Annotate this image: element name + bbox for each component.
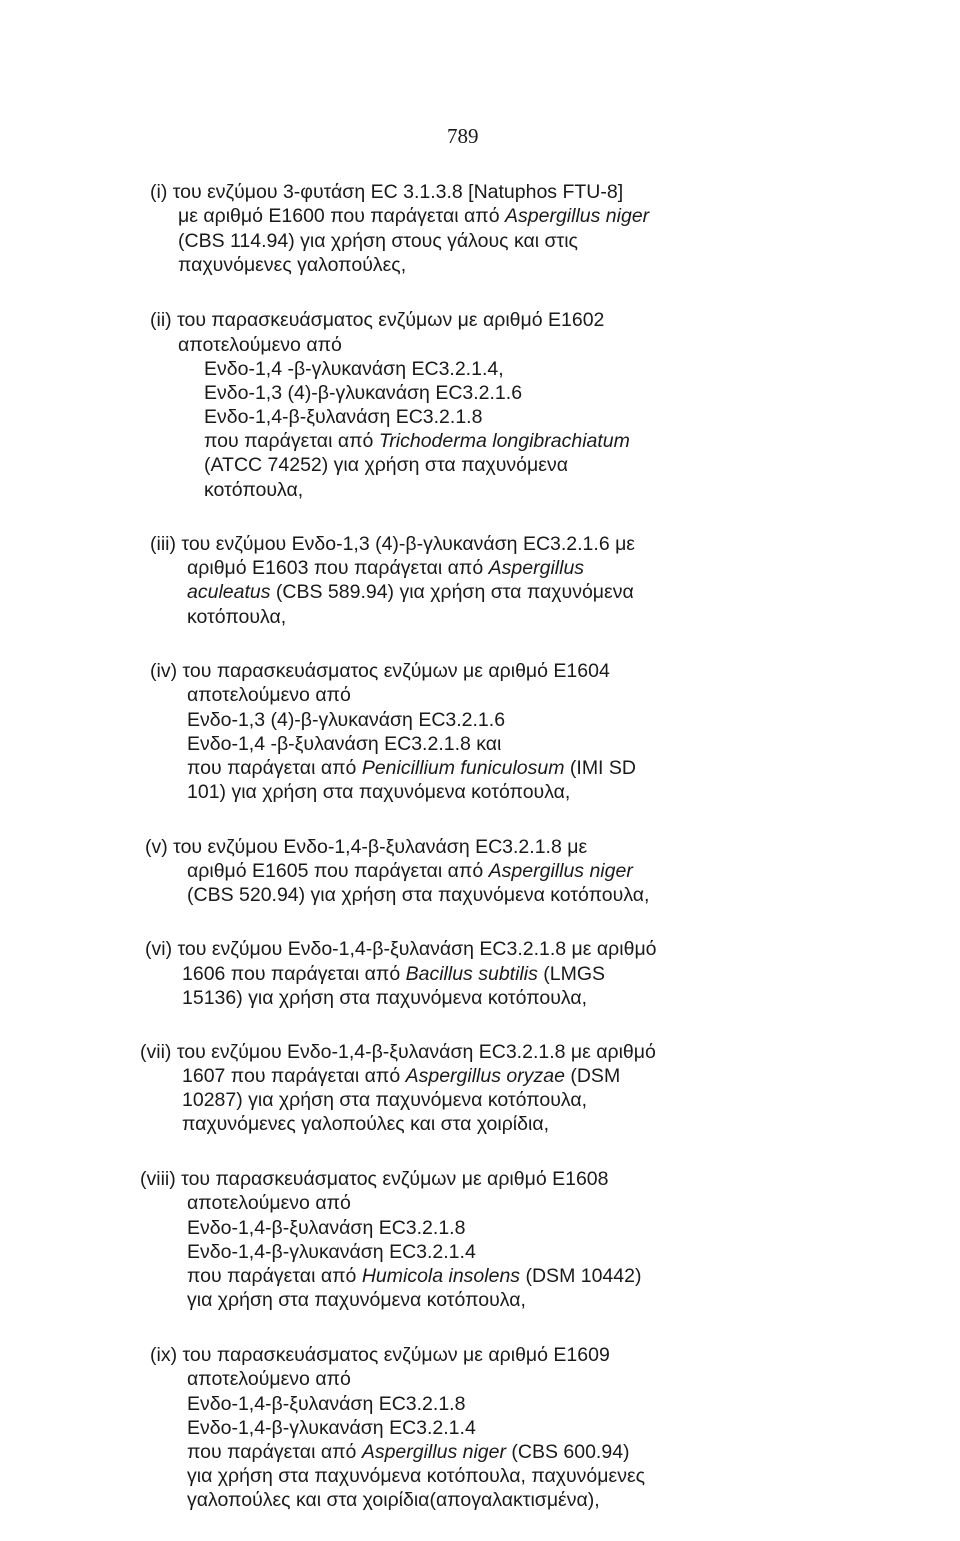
text-line — [178, 333, 342, 357]
text-line — [204, 429, 630, 453]
text-line — [204, 381, 522, 405]
text-run: (viii) του παρασκευάσματος ενζύμων με αριθμό E1608 — [140, 1168, 609, 1190]
text-line — [150, 308, 604, 332]
text-run: παχυνόμενες γαλοπούλες και στα χοιρίδια, — [182, 1113, 550, 1135]
text-run: (IMI SD — [564, 757, 636, 779]
text-run: 10287) για χρήση στα παχυνόμενα κοτόπουλα, — [182, 1089, 588, 1111]
text-line — [182, 1064, 620, 1088]
italic-species-name: Aspergillus oryzae — [405, 1065, 565, 1087]
text-run: Ενδο-1,4 -β-γλυκανάση EC3.2.1.4, — [204, 358, 504, 380]
text-line — [187, 1288, 526, 1312]
text-run: κοτόπουλα, — [204, 479, 304, 501]
text-run: (iii) του ενζύμου Ενδο-1,3 (4)-β-γλυκανάση EC3.2.1.6 με — [150, 533, 636, 555]
text-run: 1606 που παράγεται από — [182, 963, 406, 985]
text-line — [187, 859, 633, 883]
text-run: αποτελούμενο από — [178, 334, 342, 356]
text-run: για χρήση στα παχυνόμενα κοτόπουλα, — [187, 1289, 526, 1311]
text-line — [204, 357, 504, 381]
text-line — [187, 1464, 645, 1488]
italic-species-name: Penicillium funiculosum — [361, 757, 565, 779]
text-run: που παράγεται από — [187, 757, 362, 779]
text-line — [150, 532, 635, 556]
text-line — [187, 1416, 476, 1440]
text-line — [187, 780, 570, 804]
text-run: που παράγεται από — [187, 1265, 362, 1287]
italic-species-name: aculeatus — [187, 581, 271, 603]
text-run: (LMGS — [537, 963, 606, 985]
text-line — [178, 229, 578, 253]
text-line — [182, 962, 605, 986]
text-run: γαλοπούλες και στα χοιρίδια(απογαλακτισμένα), — [187, 1489, 600, 1511]
text-run: που παράγεται από — [187, 1441, 362, 1463]
text-run: Ενδο-1,4-β-γλυκανάση EC3.2.1.4 — [187, 1417, 476, 1439]
text-line — [150, 1343, 610, 1367]
text-run: (DSM — [564, 1065, 621, 1087]
text-line — [150, 180, 623, 204]
text-run: με αριθμό E1600 που παράγεται από — [178, 205, 505, 227]
text-line — [187, 1191, 351, 1215]
text-run: (vii) του ενζύμου Ενδο-1,4-β-ξυλανάση EC3.2.1.8 με αριθμό — [140, 1041, 656, 1063]
text-run: Ενδο-1,4-β-ξυλανάση EC3.2.1.8 — [187, 1217, 466, 1239]
text-run: 101) για χρήση στα παχυνόμενα κοτόπουλα, — [187, 781, 571, 803]
text-line — [178, 204, 649, 228]
text-line — [187, 556, 584, 580]
text-line — [187, 708, 505, 732]
text-run: 15136) για χρήση στα παχυνόμενα κοτόπουλα, — [182, 987, 588, 1009]
text-line — [187, 756, 636, 780]
text-line — [187, 1440, 630, 1464]
text-run: Ενδο-1,3 (4)-β-γλυκανάση EC3.2.1.6 — [204, 382, 523, 404]
text-run: (vi) του ενζύμου Ενδο-1,4-β-ξυλανάση EC3.2.1.8 με αριθμό — [145, 938, 657, 960]
text-line — [204, 453, 568, 477]
text-line — [187, 683, 351, 707]
text-line — [187, 1264, 641, 1288]
text-line — [140, 1167, 608, 1191]
text-run: 1607 που παράγεται από — [182, 1065, 406, 1087]
text-run: (i) του ενζύμου 3-φυτάση EC 3.1.3.8 [Natuphos FTU-8] — [150, 181, 624, 203]
text-run: Ενδο-1,3 (4)-β-γλυκανάση EC3.2.1.6 — [187, 709, 506, 731]
text-line — [187, 1240, 476, 1264]
text-line — [187, 605, 286, 629]
italic-species-name: Aspergillus — [488, 557, 585, 579]
text-line — [140, 1040, 656, 1064]
text-run: (ii) του παρασκευάσματος ενζύμων με αριθμό E1602 — [150, 309, 605, 331]
text-line — [145, 835, 587, 859]
text-run: αριθμό E1605 που παράγεται από — [187, 860, 489, 882]
text-line — [182, 986, 587, 1010]
text-line — [204, 405, 482, 429]
text-run: (CBS 520.94) για χρήση στα παχυνόμενα κοτόπουλα, — [187, 884, 650, 906]
text-run: (ix) του παρασκευάσματος ενζύμων με αριθμό E1609 — [150, 1344, 610, 1366]
text-line — [187, 1488, 600, 1512]
text-run: (CBS 114.94) για χρήση στους γάλους και στις — [178, 230, 578, 252]
text-line — [182, 1088, 587, 1112]
text-line — [178, 253, 406, 277]
text-run: Ενδο-1,4-β-ξυλανάση EC3.2.1.8 — [187, 1393, 466, 1415]
text-run: (DSM 10442) — [520, 1265, 642, 1287]
text-line — [187, 1392, 465, 1416]
text-line — [187, 732, 501, 756]
text-run: παχυνόμενες γαλοπούλες, — [178, 254, 407, 276]
text-run: (iv) του παρασκευάσματος ενζύμων με αριθμό E1604 — [150, 660, 610, 682]
text-run: αποτελούμενο από — [187, 1192, 351, 1214]
text-line — [187, 1216, 465, 1240]
text-run: (CBS 589.94) για χρήση στα παχυνόμενα — [270, 581, 634, 603]
text-run: (v) του ενζύμου Ενδο-1,4-β-ξυλανάση EC3.2.1.8 με — [145, 836, 588, 858]
text-run: Ενδο-1,4-β-ξυλανάση EC3.2.1.8 — [204, 406, 483, 428]
text-line — [187, 580, 634, 604]
italic-species-name: Bacillus subtilis — [405, 963, 538, 985]
text-line — [187, 1367, 351, 1391]
text-run: (ATCC 74252) για χρήση στα παχυνόμενα — [204, 454, 568, 476]
text-run: αριθμό E1603 που παράγεται από — [187, 557, 489, 579]
text-run: αποτελούμενο από — [187, 684, 351, 706]
text-run: (CBS 600.94) — [505, 1441, 630, 1463]
text-run: για χρήση στα παχυνόμενα κοτόπουλα, παχυνόμενες — [187, 1465, 646, 1487]
italic-species-name: Aspergillus niger — [488, 860, 633, 882]
text-line — [150, 659, 610, 683]
text-line — [182, 1112, 549, 1136]
text-run: Ενδο-1,4 -β-ξυλανάση EC3.2.1.8 και — [187, 733, 502, 755]
text-line — [187, 883, 649, 907]
text-run: κοτόπουλα, — [187, 606, 287, 628]
text-run: αποτελούμενο από — [187, 1368, 351, 1390]
text-run: Ενδο-1,4-β-γλυκανάση EC3.2.1.4 — [187, 1241, 476, 1263]
text-run: που παράγεται από — [204, 430, 379, 452]
italic-species-name: Aspergillus niger — [505, 205, 650, 227]
text-line — [145, 937, 657, 961]
page-number: 789 — [447, 124, 479, 148]
italic-species-name: Aspergillus niger — [361, 1441, 506, 1463]
text-line — [204, 478, 303, 502]
italic-species-name: Humicola insolens — [361, 1265, 521, 1287]
italic-species-name: Trichoderma longibrachiatum — [378, 430, 630, 452]
